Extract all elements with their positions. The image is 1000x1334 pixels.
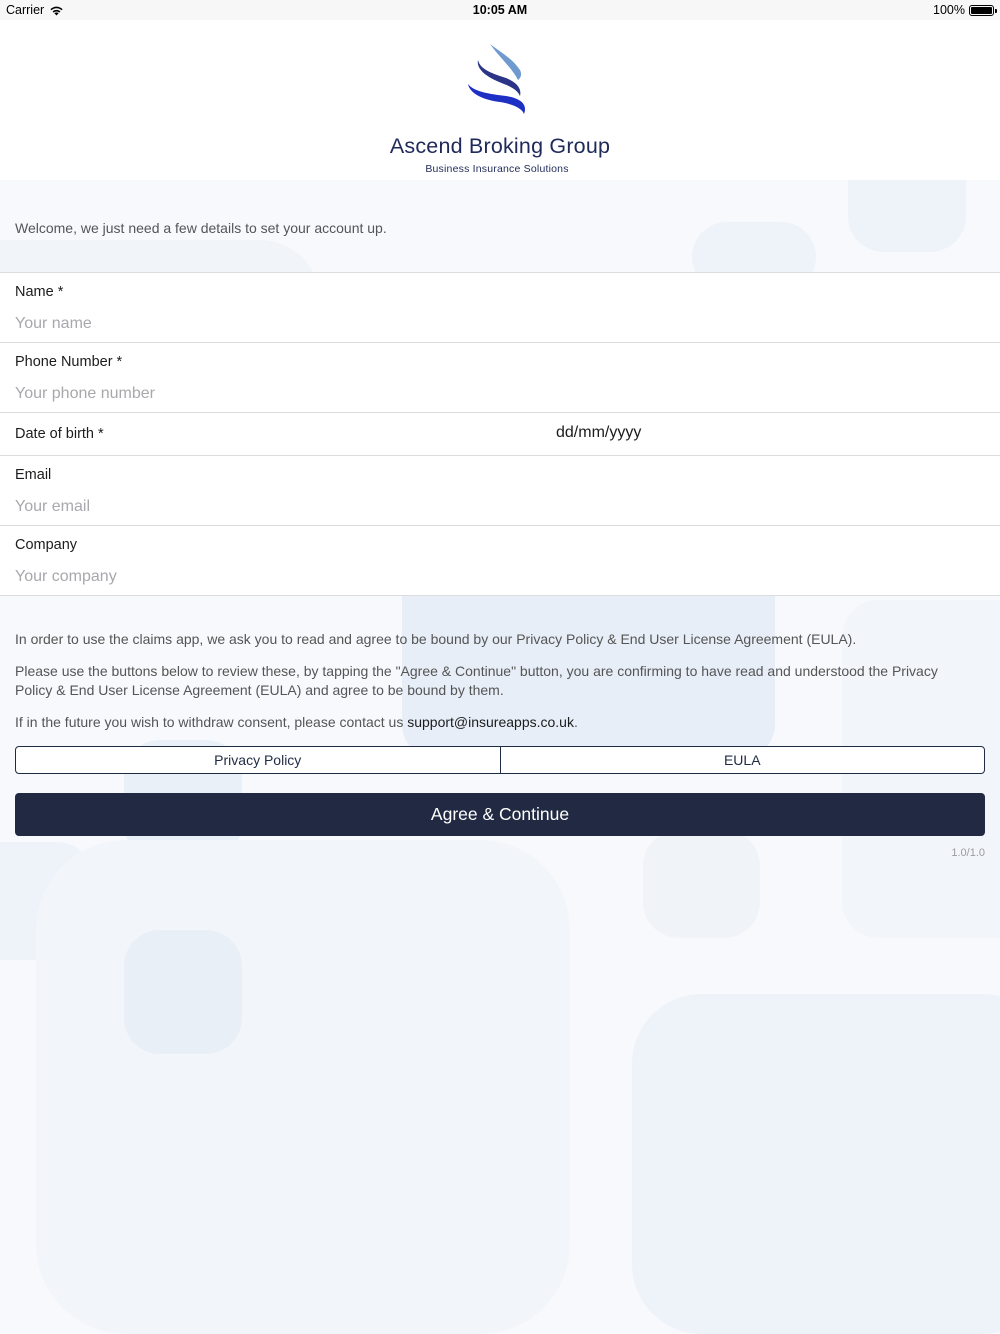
company-input[interactable]	[15, 566, 975, 588]
company-row	[0, 526, 1000, 596]
account-form	[0, 272, 1000, 596]
phone-label: Phone Number *	[15, 354, 123, 370]
eula-button[interactable]: EULA	[500, 747, 985, 773]
consent-contact-text: If in the future you wish to withdraw consent, please contact us	[15, 714, 408, 730]
name-label: Name *	[15, 284, 64, 300]
company-label: Company	[15, 537, 78, 553]
intro-text: Welcome, we just need a few details to set your account up.	[15, 220, 387, 236]
consent-text	[15, 630, 975, 745]
consent-paragraph-2: Please use the buttons below to review these, by tapping the "Agree & Continue" button, you are confirming to have read and understood the Privacy Policy & End User License Agreement (EULA) and agree to be bound by them.	[15, 663, 938, 698]
bg-shape	[124, 930, 242, 1054]
dob-input[interactable]	[556, 424, 756, 442]
email-row	[0, 456, 1000, 526]
email-input[interactable]	[15, 496, 975, 518]
bg-shape	[632, 994, 1000, 1334]
consent-paragraph-1: In order to use the claims app, we ask you to read and agree to be bound by our Privacy Policy & End User License Agreement (EULA).	[15, 631, 857, 647]
version-label: 1.0/1.0	[951, 847, 985, 859]
bg-shape	[643, 830, 760, 938]
logo-name: Ascend Broking Group	[389, 134, 611, 158]
agree-continue-button[interactable]: Agree & Continue	[15, 793, 985, 836]
support-email-link[interactable]: support@insureapps.co.uk	[407, 714, 574, 730]
battery-group	[933, 3, 994, 17]
dob-label: Date of birth *	[15, 426, 104, 442]
consent-period: .	[573, 714, 578, 730]
privacy-policy-button[interactable]: Privacy Policy	[214, 752, 302, 768]
status-bar	[0, 0, 1000, 20]
logo-tagline: Business Insurance Solutions	[425, 163, 569, 175]
carrier-label: Carrier	[6, 3, 45, 17]
bg-shape	[36, 840, 570, 1334]
policy-segmented-control	[15, 746, 985, 774]
name-row	[0, 273, 1000, 343]
ascend-logo-icon	[466, 44, 530, 116]
battery-icon	[969, 5, 994, 16]
name-input[interactable]	[15, 313, 975, 335]
phone-input[interactable]	[15, 383, 975, 405]
consent-paragraph-3	[15, 713, 975, 732]
email-label: Email	[15, 467, 52, 483]
status-time: 10:05 AM	[472, 3, 528, 17]
battery-percent: 100%	[933, 3, 965, 17]
phone-row	[0, 343, 1000, 413]
dob-row	[0, 413, 1000, 456]
